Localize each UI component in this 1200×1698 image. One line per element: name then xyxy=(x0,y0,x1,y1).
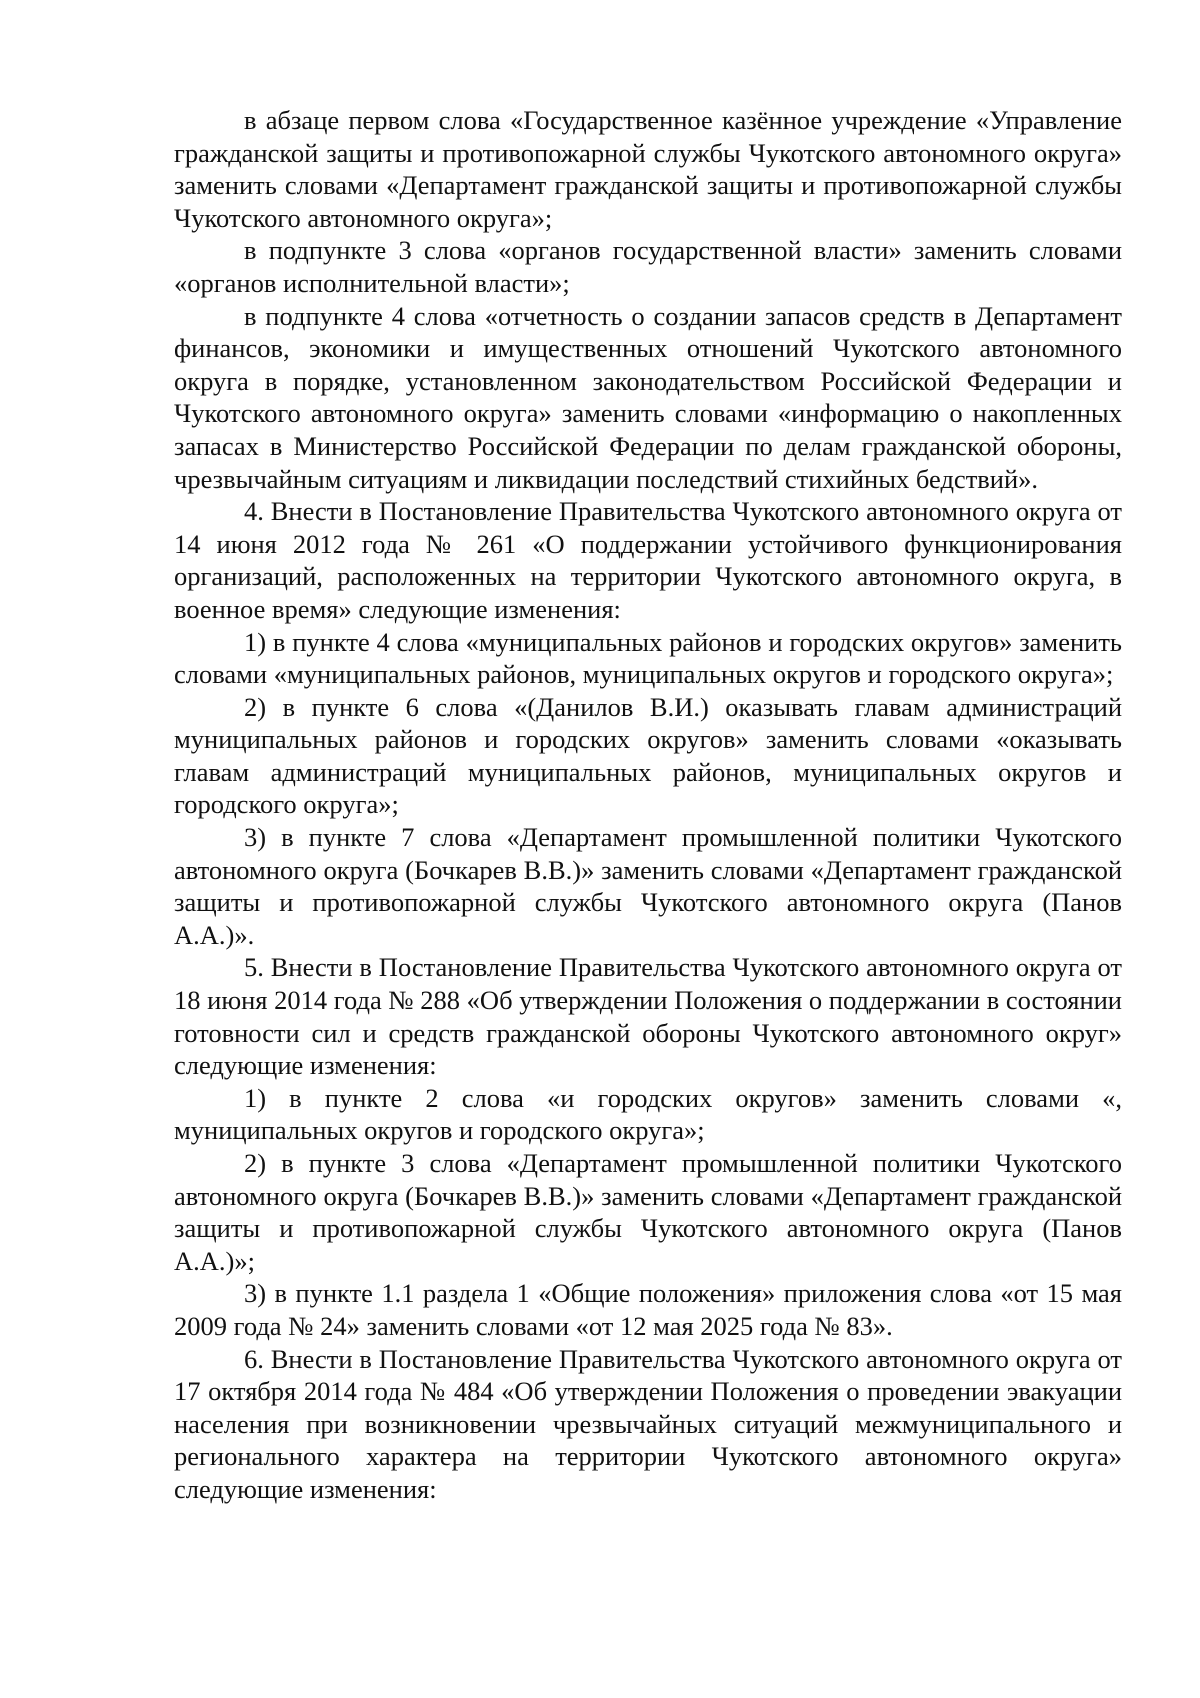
paragraph-11: 3) в пункте 1.1 раздела 1 «Общие положения» приложения слова «от 15 мая 2009 года № 24» заменить словами «от 12 мая 2025 года № 83». xyxy=(174,1278,1122,1341)
document-page xyxy=(174,104,1122,1506)
paragraph-4: 4. Внести в Постановление Правительства Чукотского автономного округа от 14 июня 2012 года № 261 «О поддержании устойчивого функционирования организаций, расположенных на территории Чукотского автономного округа, в военное время» следующие изменения: xyxy=(174,496,1122,624)
paragraph-6: 2) в пункте 6 слова «(Данилов В.И.) оказывать главам администраций муниципальных районов и городских округов» заменить словами «оказывать главам администраций муниципальных районов, муниципальных округов и городского округа»; xyxy=(174,691,1122,820)
paragraph-7: 3) в пункте 7 слова «Департамент промышленной политики Чукотского автономного округа (Бочкарев В.В.)» заменить словами «Департамент гражданской защиты и противопожарной службы Чукотского автономного округа (Панов А.А.)». xyxy=(174,822,1122,950)
paragraph-2: в подпункте 3 слова «органов государственной власти» заменить словами «органов исполнительной власти»; xyxy=(174,235,1122,298)
paragraph-12: 6. Внести в Постановление Правительства Чукотского автономного округа от 17 октября 2014 года № 484 «Об утверждении Положения о проведении эвакуации населения при возникновении чрезвычайных ситуаций межмуниципального и регионального характера на территории Чукотского автономного округа» следующие изменения: xyxy=(174,1343,1122,1504)
paragraph-9: 1) в пункте 2 слова «и городских округов» заменить словами «, муниципальных округов и городского округа»; xyxy=(174,1082,1122,1146)
paragraph-10: 2) в пункте 3 слова «Департамент промышленной политики Чукотского автономного округа (Бочкарев В.В.)» заменить словами «Департамент гражданской защиты и противопожарной службы Чукотского автономного округа (Панов А.А.)»; xyxy=(174,1148,1122,1276)
paragraph-8: 5. Внести в Постановление Правительства Чукотского автономного округа от 18 июня 2014 года № 288 «Об утверждении Положения о поддержании в состоянии готовности сил и средств гражданской обороны Чукотского автономного округ» следующие изменения: xyxy=(174,952,1122,1081)
paragraph-3: в подпункте 4 слова «отчетность о создании запасов средств в Департамент финансов, экономики и имущественных отношений Чукотского автономного округа в порядке, установленном законодательством Российской Федерации и Чукотского автономного округа» заменить словами «информацию о накопленных запасах в Министерство Российской Федерации по делам гражданской обороны, чрезвычайным ситуациям и ликвидации последствий стихийных бедствий». xyxy=(174,300,1122,494)
paragraph-5: 1) в пункте 4 слова «муниципальных районов и городских округов» заменить словами «муниципальных районов, муниципальных округов и городского округа»; xyxy=(174,626,1122,690)
paragraph-1: в абзаце первом слова «Государственное казённое учреждение «Управление гражданской защиты и противопожарной службы Чукотского автономного округа» заменить словами «Департамент гражданской защиты и противопожарной службы Чукотского автономного округа»; xyxy=(174,105,1122,233)
